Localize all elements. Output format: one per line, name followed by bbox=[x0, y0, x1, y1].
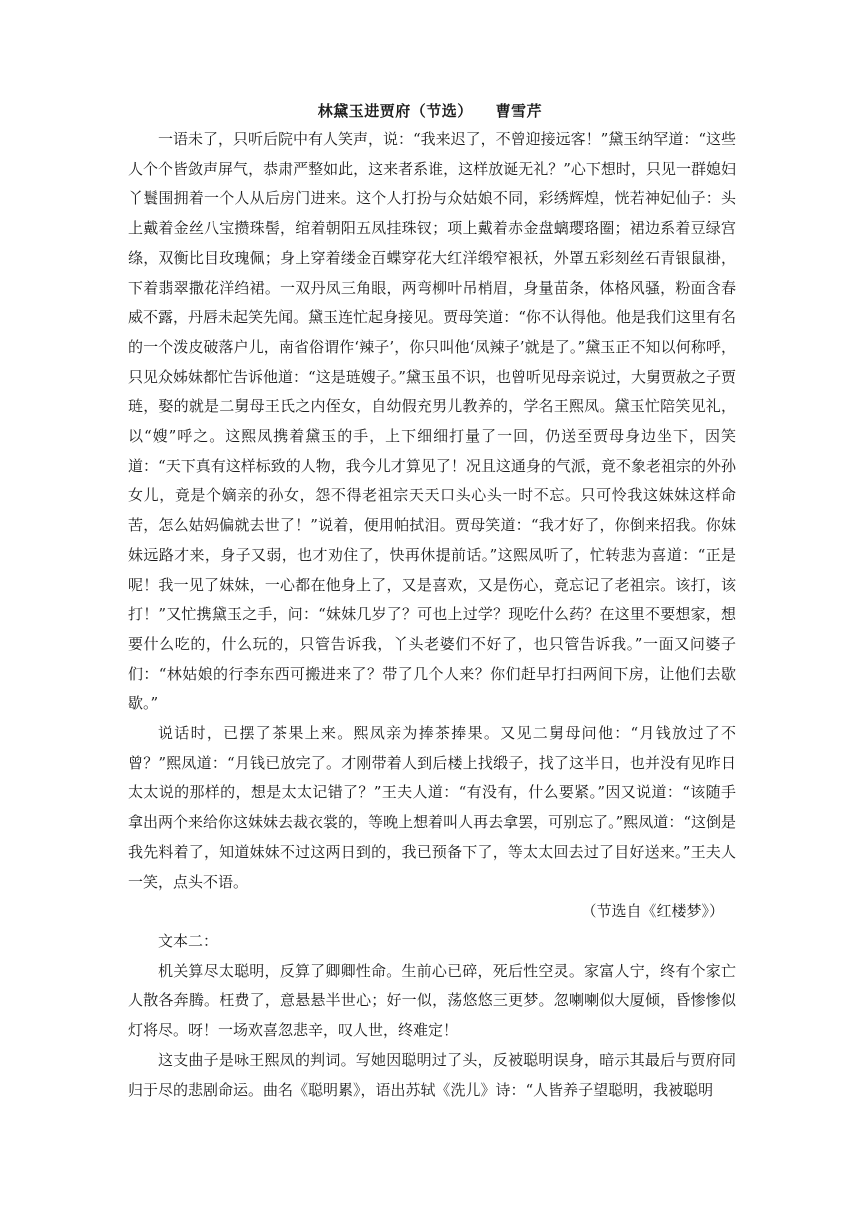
text2-paragraph-2: 这支曲子是咏王熙凤的判词。写她因聪明过了头，反被聪明误身，暗示其最后与贾府同归于尽的悲剧命运。曲名《聪明累》，语出苏轼《洗儿》诗：“人皆养子望聪明，我被聪明 bbox=[128, 1050, 736, 1099]
document-body bbox=[128, 125, 736, 1105]
text2-paragraph-1: 机关算尽太聪明，反算了卿卿性命。生前心已碎，死后性空灵。家富人宁，终有个家亡人散各奔腾。枉费了，意悬悬半世心；好一似，荡悠悠三更梦。忽喇喇似大厦倾，昏惨惨似灯将尽。呀！一场欢喜忽悲辛，叹人世，终难定！ bbox=[128, 961, 736, 1040]
paragraph-1: 一语未了，只听后院中有人笑声，说：“我来迟了，不曾迎接远客！”黛玉纳罕道：“这些人个个皆敛声屏气，恭肃严整如此，这来者系谁，这样放诞无礼？”心下想时，只见一群媳妇丫鬟围拥着一个人从后房门进来。这个人打扮与众姑娘不同，彩绣辉煌，恍若神妃仙子：头上戴着金丝八宝攒珠髻，绾着朝阳五凤挂珠钗；项上戴着赤金盘螭璎珞圈；裙边系着豆绿宫绦，双衡比目玫瑰佩；身上穿着缕金百蝶穿花大红洋缎窄裉袄，外罩五彩刻丝石青银鼠褂，下着翡翠撒花洋绉裙。一双丹凤三角眼，两弯柳叶吊梢眉，身量苗条，体格风骚，粉面含春威不露，丹唇未起笑先闻。黛玉连忙起身接见。贾母笑道：“你不认得他。他是我们这里有名的一个泼皮破落户儿，南省俗谓作‘辣子’，你只叫他‘凤辣子’就是了。”黛玉正不知以何称呼，只见众姊妹都忙告诉他道：“这是琏嫂子。”黛玉虽不识，也曾听见母亲说过，大舅贾赦之子贾琏，娶的就是二舅母王氏之内侄女，自幼假充男儿教养的，学名王熙凤。黛玉忙陪笑见礼，以“嫂”呼之。这熙凤携着黛玉的手，上下细细打量了一回，仍送至贾母身边坐下，因笑道：“天下真有这样标致的人物，我今儿才算见了！况且这通身的气派，竟不象老祖宗的外孙女儿，竟是个嫡亲的孙女，怨不得老祖宗天天口头心头一时不忘。只可怜我这妹妹这样命苦，怎么姑妈偏就去世了！”说着，便用帕拭泪。贾母笑道：“我才好了，你倒来招我。你妹妹远路才来，身子又弱，也才劝住了，快再休提前话。”这熙凤听了，忙转悲为喜道：“正是呢！我一见了妹妹，一心都在他身上了，又是喜欢，又是伤心，竟忘记了老祖宗。该打，该打！”又忙携黛玉之手，问：“妹妹几岁了？可也上过学？现吃什么药？在这里不要想家，想要什么吃的，什么玩的，只管告诉我，丫头老婆们不好了，也只管告诉我。”一面又问婆子们：“林姑娘的行李东西可搬进来了？带了几个人来？你们赶早打扫两间下房，让他们去歇歇。” bbox=[128, 130, 737, 713]
paragraph-2: 说话时，已摆了茶果上来。熙凤亲为捧茶捧果。又见二舅母问他：“月钱放过了不曾？”熙凤道：“月钱已放完了。才刚带着人到后楼上找缎子，找了这半日，也并没有见昨日太太说的那样的，想是太太记错了？”王夫人道：“有没有，什么要紧。”因又说道：“该随手拿出两个来给你这妹妹去裁衣裳的，等晚上想着叫人再去拿罢，可别忘了。”熙凤道：“这倒是我先料着了，知道妹妹不过这两日到的，我已预备下了，等太太回去过了目好送来。”王夫人一笑，点头不语。 bbox=[128, 724, 736, 891]
document-title: 林黛玉进贾府（节选） 曹雪芹 bbox=[317, 102, 543, 120]
source-note: （节选自《红楼梦》） bbox=[581, 902, 724, 921]
text2-label: 文本二： bbox=[158, 931, 219, 950]
